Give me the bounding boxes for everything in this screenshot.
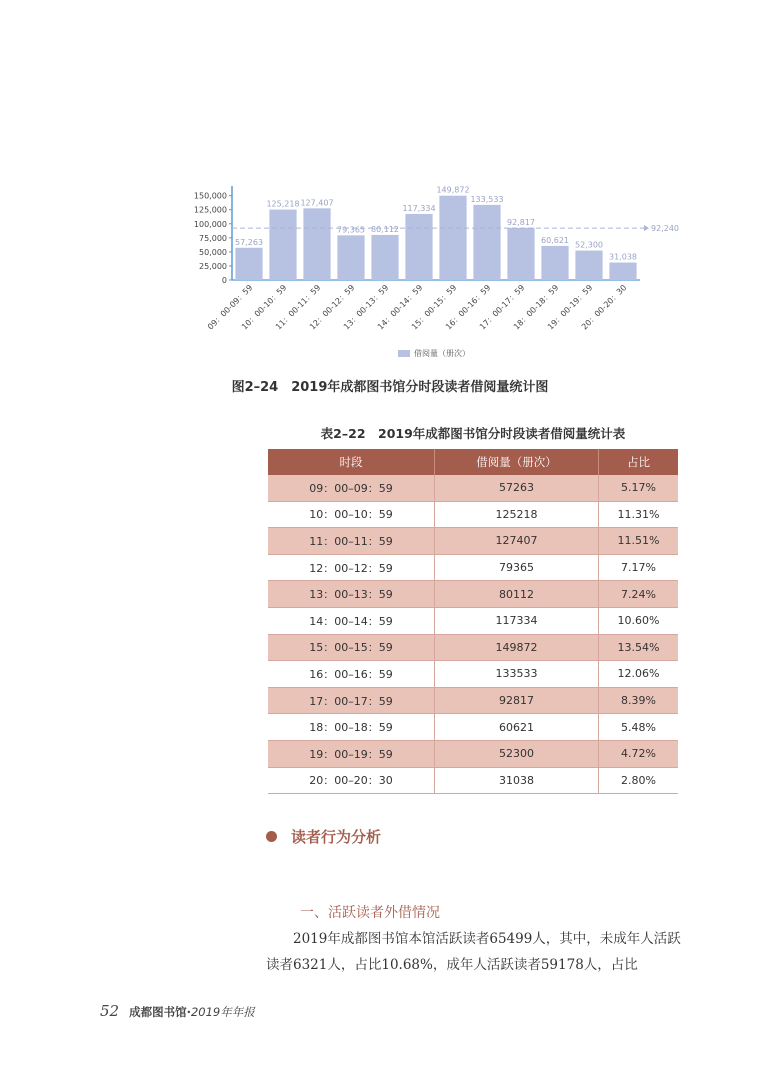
cell-ratio: 2.80% — [599, 767, 679, 794]
x-tick-label: 10：00-10：59 — [239, 283, 289, 332]
table-row — [268, 634, 678, 661]
cell-time: 16：00–16：59 — [268, 661, 435, 688]
cell-time: 11：00–11：59 — [268, 528, 435, 555]
cell-time: 15：00–15：59 — [268, 634, 435, 661]
x-tick-label: 11：00-11：59 — [273, 283, 323, 332]
y-tick-label: 0 — [221, 276, 227, 285]
table-row — [268, 767, 678, 794]
x-tick-label: 13：00-13：59 — [341, 283, 391, 332]
footer-title — [129, 1004, 255, 1020]
bar-value-label: 31,038 — [609, 252, 637, 262]
bar — [473, 205, 500, 280]
table-row — [268, 607, 678, 634]
bar — [235, 248, 262, 280]
bar — [303, 208, 330, 280]
bar — [575, 251, 602, 280]
cell-volume: 60621 — [435, 714, 599, 741]
table-row — [268, 581, 678, 608]
cell-time: 20：00–20：30 — [268, 767, 435, 794]
y-tick-label: 125,000 — [193, 205, 227, 215]
bar — [337, 235, 364, 280]
header-ratio: 占比 — [599, 449, 679, 475]
table-row — [268, 475, 678, 501]
bar-value-label: 79,365 — [337, 225, 365, 235]
cell-volume: 52300 — [435, 740, 599, 767]
cell-volume: 133533 — [435, 661, 599, 688]
body-paragraph: 2019年成都图书馆本馆活跃读者65499人，其中，未成年人活跃读者6321人，占比10.68%，成年人活跃读者59178人，占比 — [266, 931, 681, 973]
bar — [269, 210, 296, 280]
bar — [371, 235, 398, 280]
cell-volume: 31038 — [435, 767, 599, 794]
cell-ratio: 10.60% — [599, 607, 679, 634]
bullet-dot-icon — [266, 831, 277, 842]
bar-value-label: 57,263 — [235, 237, 263, 247]
table-row — [268, 661, 678, 688]
footer-separator: · — [186, 1005, 191, 1019]
bar — [541, 246, 568, 280]
legend-swatch — [398, 350, 410, 357]
bar — [507, 228, 534, 280]
cell-volume: 57263 — [435, 475, 599, 501]
x-tick-label: 16：00-16：59 — [443, 283, 493, 332]
table-caption: 表2–22 2019年成都图书馆分时段读者借阅量统计表 — [320, 426, 626, 441]
borrowing-table — [268, 449, 678, 794]
table-row — [268, 714, 678, 741]
cell-time: 14：00–14：59 — [268, 607, 435, 634]
x-tick-label: 12：00-12：59 — [307, 283, 357, 332]
cell-ratio: 11.31% — [599, 501, 679, 528]
table-row — [268, 528, 678, 555]
bar-value-label: 80,112 — [371, 224, 399, 234]
x-tick-label: 20：00-20：30 — [579, 283, 629, 332]
cell-volume: 117334 — [435, 607, 599, 634]
cell-volume: 125218 — [435, 501, 599, 528]
y-tick-label: 75,000 — [199, 233, 227, 243]
cell-ratio: 7.17% — [599, 554, 679, 581]
bar — [405, 214, 432, 280]
bar — [609, 263, 636, 280]
x-tick-label: 19：00-19：59 — [545, 283, 595, 332]
bar — [439, 196, 466, 280]
table-row — [268, 740, 678, 767]
header-volume: 借阅量（册次） — [435, 449, 599, 475]
legend-label: 借阅量（册次） — [414, 349, 470, 358]
cell-volume: 92817 — [435, 687, 599, 714]
cell-ratio: 4.72% — [599, 740, 679, 767]
bar-value-label: 149,872 — [436, 185, 470, 195]
cell-ratio: 5.48% — [599, 714, 679, 741]
y-tick-label: 25,000 — [199, 261, 227, 271]
cell-ratio: 11.51% — [599, 528, 679, 555]
bar-value-label: 127,407 — [300, 198, 334, 208]
cell-ratio: 5.17% — [599, 475, 679, 501]
cell-time: 19：00–19：59 — [268, 740, 435, 767]
section-heading — [266, 826, 381, 847]
cell-ratio: 7.24% — [599, 581, 679, 608]
section-title: 读者行为分析 — [291, 828, 382, 846]
page-number: 52 — [100, 1002, 120, 1020]
header-time: 时段 — [268, 449, 435, 475]
cell-time: 10：00–10：59 — [268, 501, 435, 528]
x-tick-label: 15：00-15：59 — [409, 283, 459, 332]
bar-value-label: 125,218 — [266, 199, 300, 209]
cell-ratio: 8.39% — [599, 687, 679, 714]
cell-ratio: 12.06% — [599, 661, 679, 688]
figure-caption: 图2–24 2019年成都图书馆分时段读者借阅量统计图 — [231, 380, 549, 395]
page-footer — [100, 1002, 255, 1020]
x-tick-label: 09：00-09：59 — [205, 283, 255, 332]
average-value-label: 92,240 — [651, 224, 679, 234]
cell-volume: 80112 — [435, 581, 599, 608]
footer-report: 2019年年报 — [190, 1005, 255, 1019]
bar-value-label: 117,334 — [402, 203, 436, 213]
cell-volume: 149872 — [435, 634, 599, 661]
x-tick-label: 14：00-14：59 — [375, 283, 425, 332]
cell-time: 09：00–09：59 — [268, 475, 435, 501]
table-row — [268, 501, 678, 528]
cell-volume: 79365 — [435, 554, 599, 581]
y-tick-label: 100,000 — [193, 219, 227, 229]
cell-ratio: 13.54% — [599, 634, 679, 661]
footer-org: 成都图书馆 — [129, 1005, 187, 1019]
bar-value-label: 92,817 — [507, 217, 535, 227]
x-tick-label: 18：00-18：59 — [511, 283, 561, 332]
cell-time: 12：00–12：59 — [268, 554, 435, 581]
table-row — [268, 554, 678, 581]
x-tick-label: 17：00-17：59 — [477, 283, 527, 332]
bar-value-label: 133,533 — [470, 194, 504, 204]
y-tick-label: 150,000 — [193, 191, 227, 201]
table-header-row — [268, 449, 678, 475]
chart-legend — [398, 348, 470, 359]
sub-heading: 一、活跃读者外借情况 — [300, 905, 440, 921]
bar-value-label: 52,300 — [575, 240, 603, 250]
cell-time: 18：00–18：59 — [268, 714, 435, 741]
average-arrow-icon — [644, 225, 649, 231]
borrowing-bar-chart — [190, 170, 679, 370]
cell-time: 13：00–13：59 — [268, 581, 435, 608]
y-tick-label: 50,000 — [199, 247, 227, 257]
bar-value-label: 60,621 — [541, 235, 569, 245]
table-row — [268, 687, 678, 714]
cell-time: 17：00–17：59 — [268, 687, 435, 714]
cell-volume: 127407 — [435, 528, 599, 555]
